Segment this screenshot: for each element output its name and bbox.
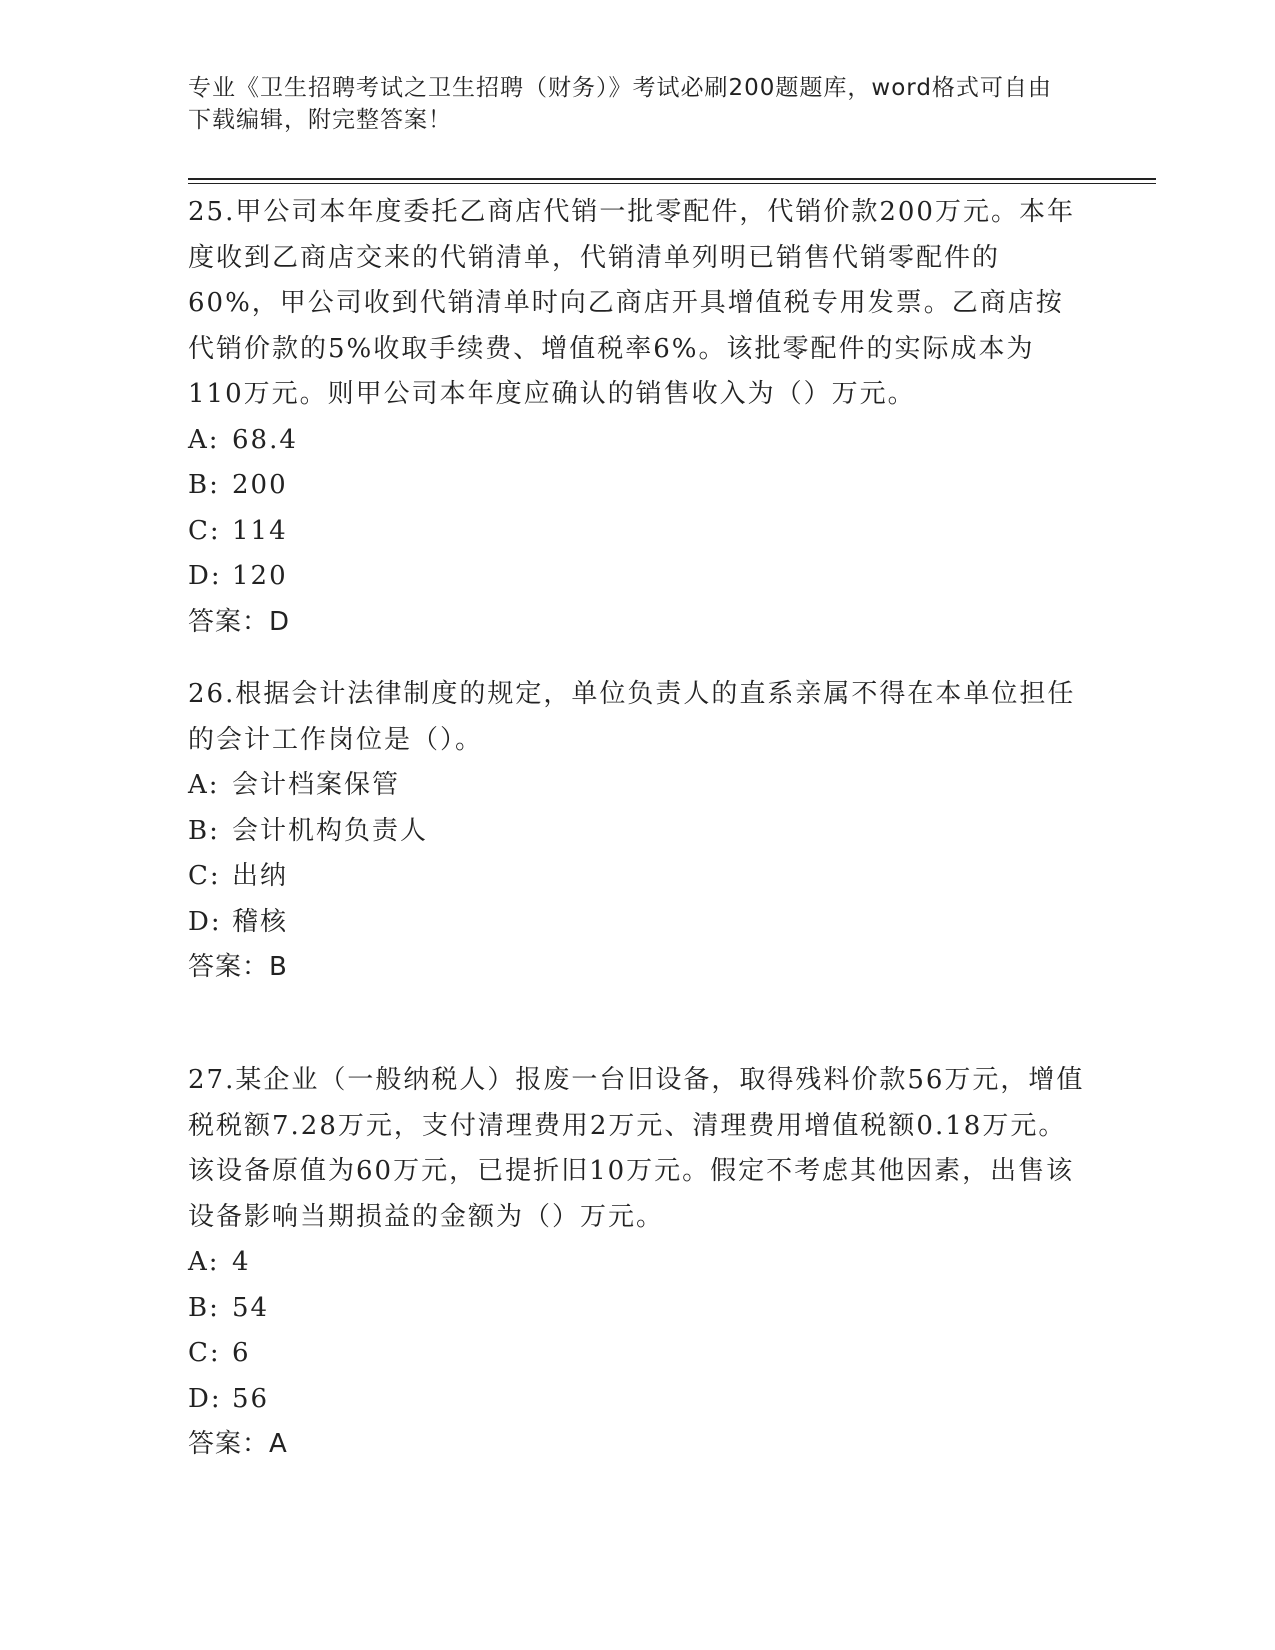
option-letter: B: (188, 1292, 220, 1323)
option-letter: D: (188, 1383, 222, 1414)
option-letter: A: (188, 424, 220, 455)
option-text: 56 (232, 1383, 270, 1414)
option-text: 会计档案保管 (232, 770, 401, 800)
option-text: 会计机构负责人 (232, 815, 429, 846)
option-b (188, 809, 1088, 855)
option-c (188, 1331, 1088, 1377)
option-letter: A: (188, 770, 220, 800)
option-letter: D: (188, 906, 222, 937)
option-text: 稽核 (232, 906, 289, 937)
option-letter: C: (188, 1338, 221, 1368)
option-text: 114 (232, 515, 288, 546)
option-c (188, 509, 1088, 555)
answer-line: 答案：B (188, 952, 288, 982)
option-text: 6 (232, 1338, 251, 1368)
option-text: 54 (232, 1292, 270, 1323)
option-b (188, 1286, 1088, 1332)
question-text: 25.甲公司本年度委托乙商店代销一批零配件，代销价款200万元。本年度收到乙商店交来的代销清单，代销清单列明已销售代销零配件的60%，甲公司收到代销清单时向乙商店开具增值税专用发票。乙商店按代销价款的5%收取手续费、增值税率6%。该批零配件的实际成本为110万元。则甲公司本年度应确认的销售收入为（）万元。 (188, 197, 1075, 409)
document-header: 专业《卫生招聘考试之卫生招聘（财务）》考试必刷200题题库，word格式可自由下载编辑，附完整答案！ (188, 75, 1052, 133)
option-letter: A: (188, 1247, 220, 1277)
question-27 (188, 1058, 1088, 1468)
option-a (188, 763, 1088, 809)
option-text: 200 (232, 470, 288, 500)
option-letter: B: (188, 470, 220, 500)
question-25 (188, 190, 1088, 645)
question-text: 26.根据会计法律制度的规定，单位负责人的直系亲属不得在本单位担任的会计工作岗位是（）。 (188, 679, 1076, 755)
option-letter: C: (188, 861, 221, 891)
answer-line: 答案：D (188, 606, 291, 637)
option-b (188, 463, 1088, 509)
answer-line: 答案：A (188, 1429, 288, 1459)
header-divider-thick (188, 178, 1156, 180)
question-26 (188, 672, 1088, 991)
option-c (188, 854, 1088, 900)
question-text: 27.某企业（一般纳税人）报废一台旧设备，取得残料价款56万元，增值税税额7.28万元，支付清理费用2万元、清理费用增值税额0.18万元。该设备原值为60万元，已提折旧10万元。假定不考虑其他因素，出售该设备影响当期损益的金额为（）万元。 (188, 1065, 1085, 1232)
option-d (188, 1377, 1088, 1423)
option-text: 出纳 (232, 861, 289, 891)
header-divider-thin (188, 183, 1156, 184)
option-text: 68.4 (232, 424, 298, 455)
option-letter: B: (188, 815, 220, 846)
option-a (188, 1240, 1088, 1286)
option-d (188, 554, 1088, 600)
option-a (188, 418, 1088, 464)
option-d (188, 900, 1088, 946)
option-text: 4 (232, 1247, 251, 1277)
option-text: 120 (232, 561, 288, 591)
option-letter: C: (188, 515, 221, 546)
option-letter: D: (188, 561, 222, 591)
